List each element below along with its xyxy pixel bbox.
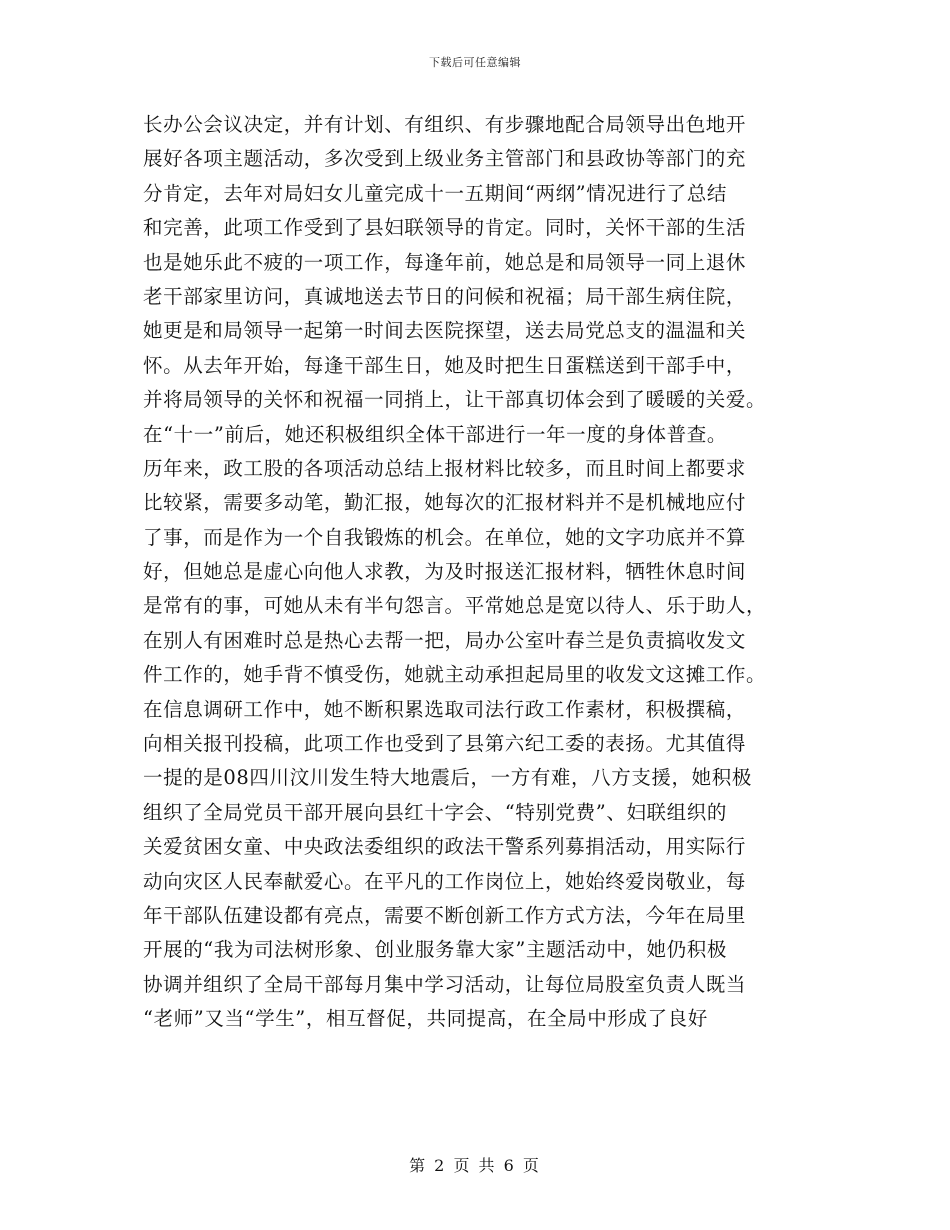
- text-line: 比较紧，需要多动笔，勤汇报，她每次的汇报材料并不是机械地应付: [143, 491, 747, 515]
- text-line: 开展的“我为司法树形象、创业服务靠大家”主题活动中，她仍积极: [143, 938, 727, 962]
- text-line: 件工作的，她手背不慎受伤，她就主动承担起局里的收发文这摊工作。: [143, 663, 767, 687]
- text-line: 动向灾区人民奉献爱心。在平凡的工作岗位上，她始终爱岗敬业，每: [143, 869, 747, 893]
- text-line: 怀。从去年开始，每逢干部生日，她及时把生日蛋糕送到干部手中，: [143, 353, 747, 377]
- page-header: 下载后可任意编辑: [429, 56, 521, 69]
- text-line: 和完善，此项工作受到了县妇联领导的肯定。同时，关怀干部的生活: [143, 216, 747, 240]
- text-line: 在“十一”前后，她还积极组织全体干部进行一年一度的身体普查。: [143, 422, 727, 446]
- text-line: 组织了全局党员干部开展向县红十字会、“特别党费”、妇联组织的: [143, 800, 727, 824]
- text-line: 一提的是08四川汶川发生特大地震后，一方有难，八方支援，她积极: [143, 766, 752, 790]
- text-line: 分肯定，去年对局妇女儿童完成十一五期间“两纲”情况进行了总结: [143, 181, 727, 205]
- text-line: 关爱贫困女童、中央政法委组织的政法干警系列募捐活动，用实际行: [143, 835, 747, 859]
- text-line: 长办公会议决定，并有计划、有组织、有步骤地配合局领导出色地开: [143, 113, 747, 136]
- text-line: 了事，而是作为一个自我锻炼的机会。在单位，她的文字功底并不算: [143, 525, 747, 549]
- text-line: 在信息调研工作中，她不断积累选取司法行政工作素材，积极撰稿，: [143, 697, 747, 721]
- text-line: “老师”又当“学生”，相互督促，共同提高，在全局中形成了良好: [143, 1007, 708, 1031]
- body-text: [143, 108, 813, 1037]
- text-line: 是常有的事，可她从未有半句怨言。平常她总是宽以待人、乐于助人，: [143, 594, 767, 618]
- text-line: 协调并组织了全局干部每月集中学习活动，让每位局股室负责人既当: [143, 972, 747, 996]
- text-line: 老干部家里访问，真诚地送去节日的问候和祝福；局干部生病住院，: [143, 284, 747, 308]
- text-line: 她更是和局领导一起第一时间去医院探望，送去局党总支的温温和关: [143, 319, 747, 343]
- text-line: 也是她乐此不疲的一项工作，每逢年前，她总是和局领导一同上退休: [143, 250, 747, 274]
- text-line: 展好各项主题活动，多次受到上级业务主管部门和县政协等部门的充: [143, 147, 747, 171]
- text-line: 向相关报刊投稿，此项工作也受到了县第六纪工委的表扬。尤其值得: [143, 732, 747, 756]
- text-line: 年干部队伍建设都有亮点，需要不断创新工作方式方法，今年在局里: [143, 903, 747, 927]
- text-line: 历年来，政工股的各项活动总结上报材料比较多，而且时间上都要求: [143, 456, 747, 480]
- text-line: 并将局领导的关怀和祝福一同捎上，让干部真切体会到了暖暖的关爱。: [143, 388, 767, 412]
- page-number: 第 2 页 共 6 页: [409, 1156, 541, 1175]
- text-line: 好，但她总是虚心向他人求教，为及时报送汇报材料，牺牲休息时间: [143, 560, 747, 584]
- text-line: 在别人有困难时总是热心去帮一把，局办公室叶春兰是负责搞收发文: [143, 628, 747, 652]
